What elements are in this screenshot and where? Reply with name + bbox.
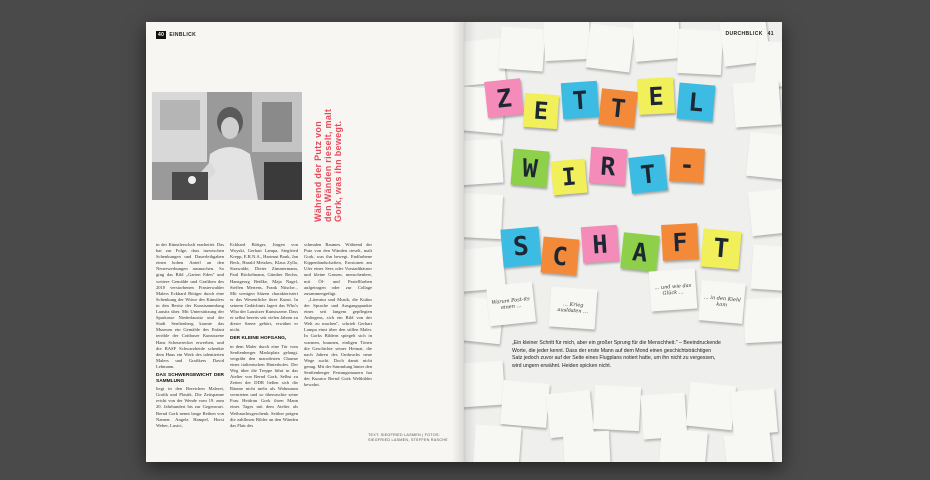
book-gutter — [452, 22, 476, 462]
handwritten-note: Warum Post-its einen … — [486, 282, 536, 327]
title-letter: E — [637, 77, 675, 115]
title-letter: W — [510, 148, 549, 187]
title-letter: T — [598, 88, 638, 128]
text-column-1 — [156, 242, 224, 429]
title-letter: - — [669, 147, 705, 183]
title-letter: F — [661, 223, 699, 261]
column-1-continued: liegt in den Bereichen Malerei, Grafik und Plastik. Die Zeitspanne reicht von der Wende vom 19. zum 20. Jahrhundert bis zur Gegenwart. Bernd Gork nennt lange Reihen von Namen: Angela Hampel, Horst Weber, Lusici, — [156, 386, 224, 428]
magazine-spread — [146, 22, 782, 462]
title-letter: H — [581, 225, 619, 263]
title-letter: A — [620, 232, 660, 272]
column-1-paragraph: in der Künstlerschaft erarbeitet. Das hat zur Folge, dass inzwischen Schenkungen und Dauerleihgaben einen hohen Anteil an den Neuerwerbungen ausmachen. So ging das Bild „Garten Eden" und weitere Gemälde und Grafiken des 2010 verstorbenen Finsterwalder Malers Eckhard Böttger durch eine Schenkung der Witwe des Künstlers in den Besitz der Kunstsammlung Lausitz über. Mit Unterstützung der Sparkasse Niederlausitz und der Stadt Senftenberg konnte das Museum ein Gemälde des Enfant terrible der Cottbuser Kunstszene Hans Scheuerecker erwerben, und die BASF Schwarzheide schenkte dem Haus ein Werk des talentierten Malers und Grafikers David Lehmann. — [156, 242, 224, 369]
caption-text: „Ein kleiner Schritt für mich, aber ein großer Sprung für die Menschheit." – Beeindruckende Worte, die jeder kennt. Dass der erste Mann auf dem Mond einen geschichtsträchtigen Satz jedoch zuvor auf der Seite eines Flugplans notiert hatte, um ihn nicht zu vergessen, wird ungern erwähnt. Heiden spicken nicht. — [512, 340, 721, 369]
column-2-continued: in dem Maler durch eine Tür vom Senftenberger Marktplatz gelangt, vergräbt den marodesten Charme eines italienischen Hinterhofes. Der Weg über die Treppe führt in das Atelier von Bernd Gork. Selbst zu Zeiten der DDR ließen sich die Räume nicht mehr als Wohnraum vermieten und so überraschte seine Frau Heidrun Gork ihren Mann eines Tages mit dem Atelier als Weihnachtsgeschenk. Seither prägen die zahllosen Bilder an den Wänden das Flair des — [230, 343, 298, 428]
handwritten-note: … Krieg auslösten … — [549, 286, 598, 329]
right-section-label: DURCHBLICK — [725, 31, 763, 37]
left-section-label: EINBLICK — [169, 32, 197, 38]
right-page — [464, 22, 782, 462]
photo-credit: TEXT: SIEGFRIED LASMEN | FOTOS: SIEGFRIED LASMEN, STEFFEN RASCHE — [368, 433, 448, 442]
title-letter: T — [561, 81, 599, 119]
title-letter: C — [540, 236, 579, 275]
pull-quote: Während der Putz von den Wänden rieselt, malt Gork, was ihn bewegt. — [313, 108, 343, 222]
handwritten-note: … und wie das Glück … — [649, 268, 698, 311]
column-3-paragraph-2: „Literatur und Musik, die Kultur der Sprache und Ausgangspunkte eines seit langem gepflegten Anliegens, sich ein Bild von der Welt zu machen", schrieb Gerhart Lampa einst über den stillen Maler. In Gorks Bildern spiegelt sich in warmen, braunen, einligen Tönen die Geschichte seiner Heimat, die nach Jahren des Umbruchs neue Wege sucht. Doch damit nicht genug. Mit der Sammlung hinter den Senftenberger Festungsmauern hat der Kurator Bernd Gork Weltbilder bewahrt. — [304, 296, 372, 388]
column-3-paragraph-1: schmalen Raumes. Während der Putz von den Wänden rieselt, malt Gork, was ihn bewegt. Endfarbene Kippenlandschaften, Erosionen am Ufer eines Sees oder Vorstadthäuser und kleine Gassen, menschenleer, mit Öl- und Pastellfarben aufgetragen oder zur Collage zusammengefügt. — [304, 242, 372, 296]
column-2-subheading: DER KLEINE HOFGANG, — [230, 336, 287, 342]
left-page-header — [156, 31, 196, 39]
title-letter: S — [500, 226, 541, 267]
title-letter: R — [589, 147, 627, 185]
text-column-3 — [304, 242, 372, 388]
handwritten-note: … in den Kiehl kam — [698, 280, 745, 324]
title-letter: T — [700, 228, 741, 269]
column-1-subheading: DAS SCHWERGEWICHT DER SAMMLUNG — [156, 372, 224, 385]
right-page-header — [725, 31, 774, 37]
left-page-number: 40 — [158, 32, 165, 38]
title-letter: E — [523, 93, 559, 129]
left-page — [146, 22, 464, 462]
title-letter: Z — [484, 78, 524, 118]
artist-photo-illustration — [152, 92, 302, 200]
text-column-2 — [230, 242, 298, 429]
title-letter: T — [628, 154, 668, 194]
title-letter: L — [676, 82, 715, 121]
column-2-paragraph: Eckhard Böttger, Jürgen von Woyski, Gerhart Lampa, Siegfried Krepp, E.R.N.A., Hartmut Bonk, Jan Beck, Harald Metzkes, Klaus Zylla, Strawalde, Dieter Zimmermann, Paul Böckelmann, Günther Rechn, Hansgeorg Beißke, Maja Nagel, Steffen Mertens, Frank Nitsche... Mit wenigen Sätzen charakterisiert er das Wesentliche ihrer Kunst. In seinem Gedächtnis lagert das Who's Who der Lausitzer Kunstszene. Dass er selbst bereits seit vielen Jahren zu dieser Szene gehört, erwähnt er nicht. — [230, 242, 299, 333]
right-page-number: 41 — [767, 31, 774, 37]
artist-photo — [152, 92, 302, 200]
title-letter: I — [551, 159, 588, 196]
